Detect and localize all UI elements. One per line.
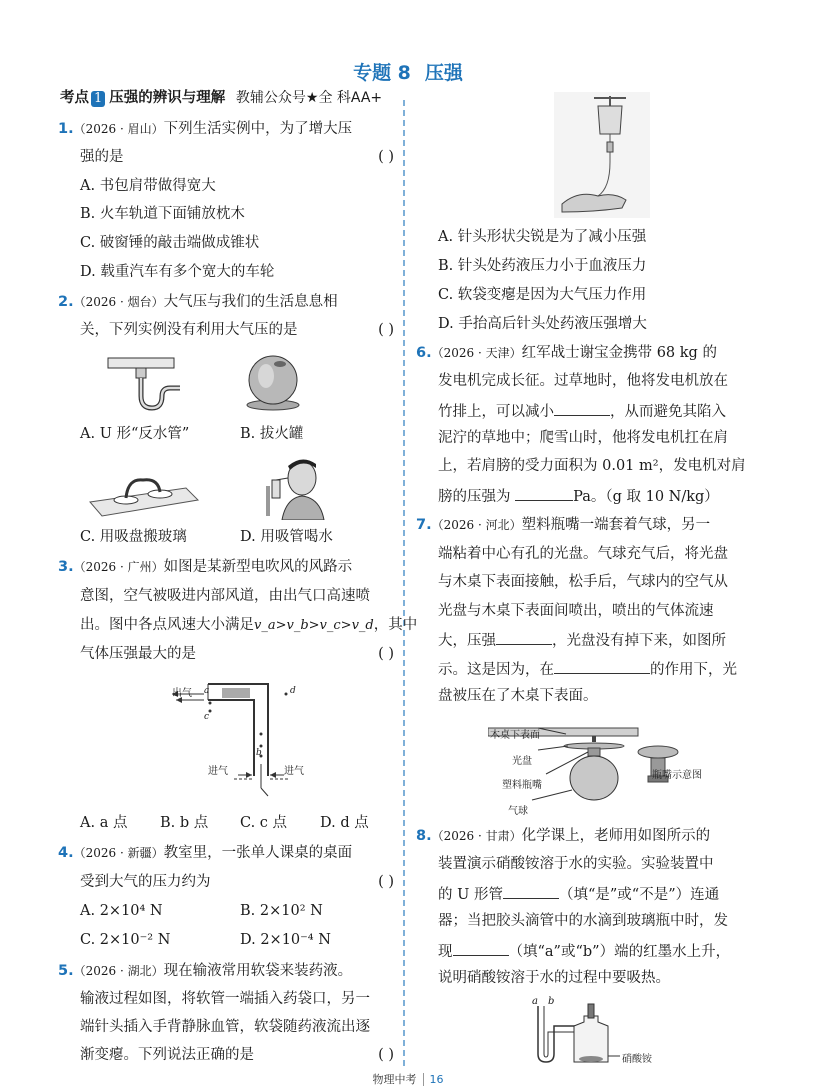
- hair-dryer-figure: [168, 680, 338, 800]
- q4-option-b: B. 2×10² N: [240, 903, 323, 919]
- q7-fig-note-label: 瓶嘴示意图: [652, 770, 702, 781]
- q1-option-c: C. 破窗锤的敲击端做成锥状: [80, 235, 260, 251]
- q5-option-a: A. 针头形状尖锐是为了减小压强: [438, 229, 647, 245]
- q3-fig-point-c: c: [204, 712, 210, 722]
- q1-option-b: B. 火车轨道下面铺放枕木: [80, 206, 245, 222]
- q3-fig-point-a: a: [204, 686, 210, 696]
- q2-stem: 2.（2026 · 烟台）大气压与我们的生活息息相: [58, 294, 338, 310]
- q3-condition: v_a>v_b>v_c>v_d: [254, 618, 374, 633]
- q6-stem-4: 泥泞的草地中；爬雪山时，他将发电机扛在肩: [438, 430, 728, 446]
- q5-stem-4: 渐变瘪。下列说法正确的是 ( ): [80, 1047, 394, 1063]
- q2-option-c: C. 用吸盘搬玻璃: [80, 529, 187, 545]
- q7-stem-5: 大，压强 ，光盘没有掉下来，如图所: [438, 628, 726, 652]
- q6-stem-2: 发电机完成长征。过草地时，他将发电机放在: [438, 373, 728, 389]
- q5-option-c: C. 软袋变瘪是因为大气压力作用: [438, 287, 647, 303]
- q4-stem-2: 受到大气的压力约为 ( ): [80, 874, 394, 890]
- q3-option-b: B. b 点: [160, 815, 209, 831]
- q7-stem-6: 示。这是因为，在 的作用下，光: [438, 657, 737, 681]
- q6-blank-2[interactable]: [515, 484, 573, 501]
- q1-option-d: D. 载重汽车有多个宽大的车轮: [80, 264, 275, 280]
- q7-stem-7: 盘被压在了木桌下表面。: [438, 688, 598, 704]
- q6-stem-5: 上，若肩膀的受力面积为 0.01 m²，发电机对肩: [438, 458, 746, 474]
- q7-fig-table-label: 木桌下表面: [490, 730, 540, 741]
- q4-option-a: A. 2×10⁴ N: [80, 903, 163, 919]
- q3-stem: 3.（2026 · 广州）如图是某新型电吹风的风路示: [58, 559, 353, 575]
- q8-stem-4: 器；当把胶头滴管中的水滴到玻璃瓶中时，发: [438, 913, 728, 929]
- q7-stem-3: 与木桌下表面接触，松手后，气球内的空气从: [438, 574, 728, 590]
- q7-blank-1[interactable]: [496, 628, 552, 645]
- drinking-straw-figure: [258, 456, 328, 520]
- suction-cup-figure: [88, 470, 200, 518]
- q3-option-c: C. c 点: [240, 815, 288, 831]
- iv-drip-figure: [554, 92, 650, 218]
- q6-stem-6: 膀的压强为 Pa。（g 取 10 N/kg）: [438, 484, 719, 508]
- q7-stem: 7.（2026 · 河北）塑料瓶嘴一端套着气球，另一: [416, 517, 711, 533]
- column-divider: [403, 100, 405, 1066]
- q4-option-c: C. 2×10⁻² N: [80, 932, 171, 948]
- q2-option-b: B. 拔火罐: [240, 426, 304, 442]
- q7-fig-balloon-label: 气球: [508, 806, 528, 817]
- q8-fig-label-a: a: [532, 996, 538, 1007]
- q8-stem-2: 装置演示硝酸铵溶于水的实验。实验装置中: [438, 856, 714, 872]
- q3-stem-3: 出。图中各点风速大小满足v_a>v_b>v_c>v_d，其中: [80, 617, 418, 633]
- q7-stem-4: 光盘与木桌下表面间喷出，喷出的气体流速: [438, 603, 714, 619]
- q3-stem-4: 气体压强最大的是 ( ): [80, 646, 394, 662]
- q4-stem: 4.（2026 · 新疆）教室里，一张单人课桌的桌面: [58, 845, 353, 861]
- q8-blank-1[interactable]: [503, 882, 559, 899]
- q3-option-a: A. a 点: [80, 815, 128, 831]
- q7-fig-disc-label: 光盘: [512, 756, 532, 767]
- page-number: 16: [423, 1073, 444, 1086]
- q3-fig-inlet-label-1: 进气: [208, 766, 228, 777]
- q3-option-d: D. d 点: [320, 815, 369, 831]
- page-title: 专题 8 压强: [353, 62, 463, 84]
- u-pipe-figure: [100, 352, 182, 414]
- cupping-jar-figure: [238, 350, 308, 412]
- q8-stem-5: 现 （填“a”或“b”）端的红墨水上升，: [438, 939, 730, 963]
- q8-fig-salt-label: 硝酸铵: [622, 1054, 652, 1065]
- q3-fig-inlet-label-2: 进气: [284, 766, 304, 777]
- q3-fig-point-d: d: [290, 686, 296, 696]
- q1-option-a: A. 书包肩带做得宽大: [80, 178, 216, 194]
- q5-option-d: D. 手抬高后针头处药液压强增大: [438, 316, 647, 332]
- page-footer: 物理中考 16: [372, 1073, 444, 1086]
- q6-stem-3: 竹排上，可以减小 ，从而避免其陷入: [438, 399, 726, 423]
- q7-fig-bottle-label: 塑料瓶嘴: [502, 780, 542, 791]
- q8-blank-2[interactable]: [453, 939, 509, 956]
- q1-stem: 1.（2026 · 眉山）下列生活实例中，为了增大压: [58, 121, 353, 137]
- q2-stem-2: 关，下列实例没有利用大气压的是 ( ): [80, 322, 394, 338]
- q2-option-d: D. 用吸管喝水: [240, 529, 333, 545]
- q5-stem: 5.（2026 · 湖北）现在输液常用软袋来装药液。: [58, 963, 353, 979]
- q7-stem-2: 端粘着中心有孔的光盘。气球充气后，将光盘: [438, 546, 728, 562]
- q7-blank-2[interactable]: [554, 657, 650, 674]
- q8-stem-6: 说明硝酸铵溶于水的过程中要吸热。: [438, 970, 670, 986]
- watermark: 教辅公众号★全 科AA+: [235, 90, 383, 106]
- q6-blank-1[interactable]: [554, 399, 610, 416]
- q5-stem-3: 端针头插入手背静脉血管，软袋随药液流出逐: [80, 1019, 370, 1035]
- q6-stem: 6.（2026 · 天津）红军战士谢宝金携带 68 kg 的: [416, 345, 717, 361]
- q3-fig-point-b: b: [256, 748, 262, 758]
- q8-stem: 8.（2026 · 甘肃）化学课上，老师用如图所示的: [416, 828, 711, 844]
- q1-stem-2: 强的是 ( ): [80, 149, 394, 165]
- q5-option-b: B. 针头处药液压力小于血液压力: [438, 258, 647, 274]
- q3-stem-2: 意图，空气被吸进内部风道，由出气口高速喷: [80, 588, 370, 604]
- q5-stem-2: 输液过程如图，将软管一端插入药袋口，另一: [80, 991, 370, 1007]
- kaodian-heading: 考点 1 压强的辨识与理解 教辅公众号★全 科AA+: [60, 90, 383, 106]
- q2-option-a: A. U 形“反水管”: [80, 426, 190, 442]
- q3-fig-outlet-label: 出气: [172, 688, 192, 699]
- q4-option-d: D. 2×10⁻⁴ N: [240, 932, 331, 948]
- q8-stem-3: 的 U 形管 （填“是”或“不是”）连通: [438, 882, 719, 906]
- q8-fig-label-b: b: [548, 996, 555, 1007]
